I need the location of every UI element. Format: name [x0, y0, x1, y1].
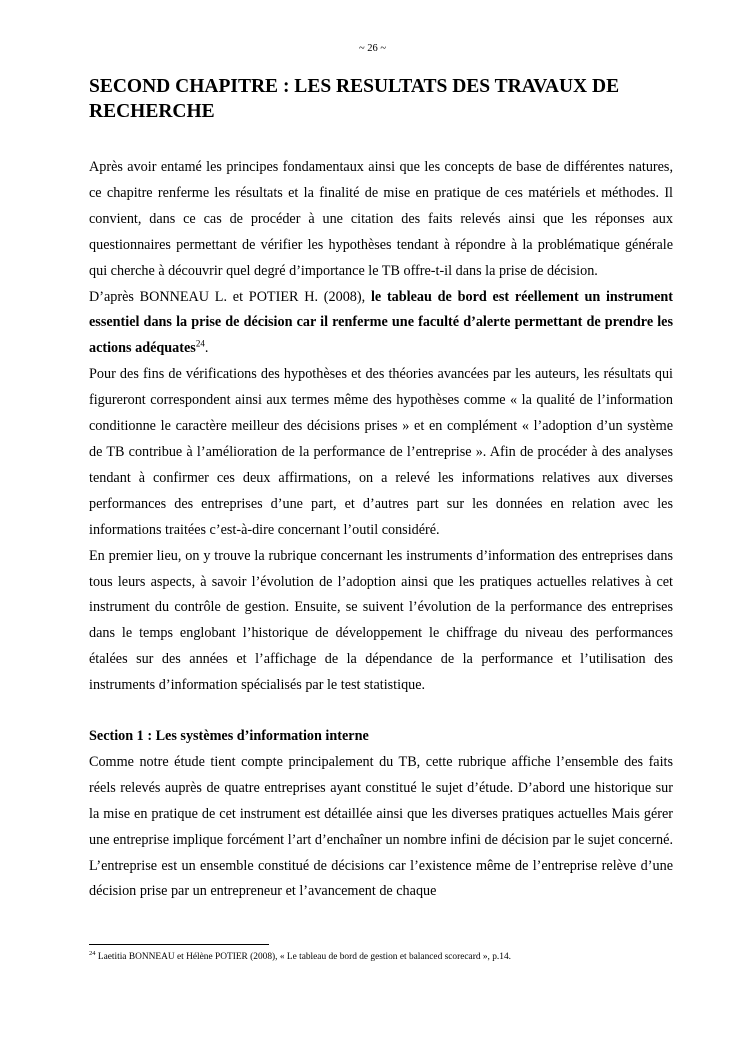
quote-end-text: . [204, 340, 209, 357]
structure-paragraph: En premier lieu, on y trouve la rubrique concernant les instruments d’information des entreprises dans tous leurs aspects, à savoir l’évolution de l’adoption ainsi que les pratiques actuelles relatives à cet instrument du contrôle de gestion. Ensuite, se suivent l’évolution de la performance des entreprises dans le temps englobant l’historique de développement le chiffrage du niveau des performances étalées sur des années et l’affichage de la dépendance de la performance et l’utilisation des instruments d’information spécialisés par le test statistique. [89, 547, 673, 694]
page-content [89, 74, 673, 905]
footnote-divider [89, 944, 269, 945]
section-body-paragraph: Comme notre étude tient compte principalement du TB, cette rubrique affiche l’ensemble des faits réels relevés auprès de quatre entreprises ayant constitué le sujet d’étude. D’abord une historique sur la mise en pratique de cet instrument est détaillée ainsi que les diverses pratiques actuelles Mais gérer une entreprise implique forcément l’art d’enchaîner un nombre infini de décision par le sujet concerné. L’entreprise est un ensemble constitué de décisions car l’existence même de l’entreprise relève d’une décision prise par un entrepreneur et l’avancement de chaque [89, 753, 673, 900]
footnote-text: Laetitia BONNEAU et Hélène POTIER (2008), « Le tableau de bord de gestion et balanced scorecard », p.14. [95, 952, 511, 962]
quote-intro-text: D’après BONNEAU L. et POTIER H. (2008), [89, 288, 371, 305]
verification-paragraph: Pour des fins de vérifications des hypothèses et des théories avancées par les auteurs, les résultats qui figureront correspondent ainsi aux termes même des hypothèses comme « la qualité de l’information conditionne le caractère meilleur des décisions prises » et en complément « l’adoption d’un système de TB contribue à l’amélioration de la performance de l’entreprise ». Afin de procéder à des analyses tendant à confirmer ces deux affirmations, on a relevé les informations relatives aux diverses performances des entreprises d’une part, et d’autres part sur les données en relation avec les informations traitées c’est-à-dire concernant l’outil considéré. [89, 366, 673, 538]
footnote-number: 24 [89, 949, 96, 957]
chapter-title: SECOND CHAPITRE : LES RESULTATS DES TRAVAUX DE RECHERCHE [89, 76, 620, 122]
intro-paragraph: Après avoir entamé les principes fondamentaux ainsi que les concepts de base de différentes natures, ce chapitre renferme les résultats et la finalité de mise en pratique de ces matériels et méthodes. Il convient, dans ce cas de procéder à une citation des faits relevés ainsi que les réponses aux questionnaires permettant de vérifier les hypothèses tendant à répondre à la problématique générale qui cherche à découvrir quel degré d’importance le TB offre-t-il dans la prise de décision. [89, 159, 673, 279]
page-number: ~ 26 ~ [358, 43, 387, 54]
quote-bold-text: le tableau de bord est réellement un instrument essentiel dans la prise de décision car il renferme une faculté d’alerte permettant de prendre les actions adéquates [89, 288, 673, 357]
footnote-reference: 24 [195, 338, 205, 349]
section-title: Section 1 : Les systèmes d’information interne [89, 728, 369, 745]
quote-paragraph [89, 285, 673, 363]
footnote [89, 951, 673, 963]
